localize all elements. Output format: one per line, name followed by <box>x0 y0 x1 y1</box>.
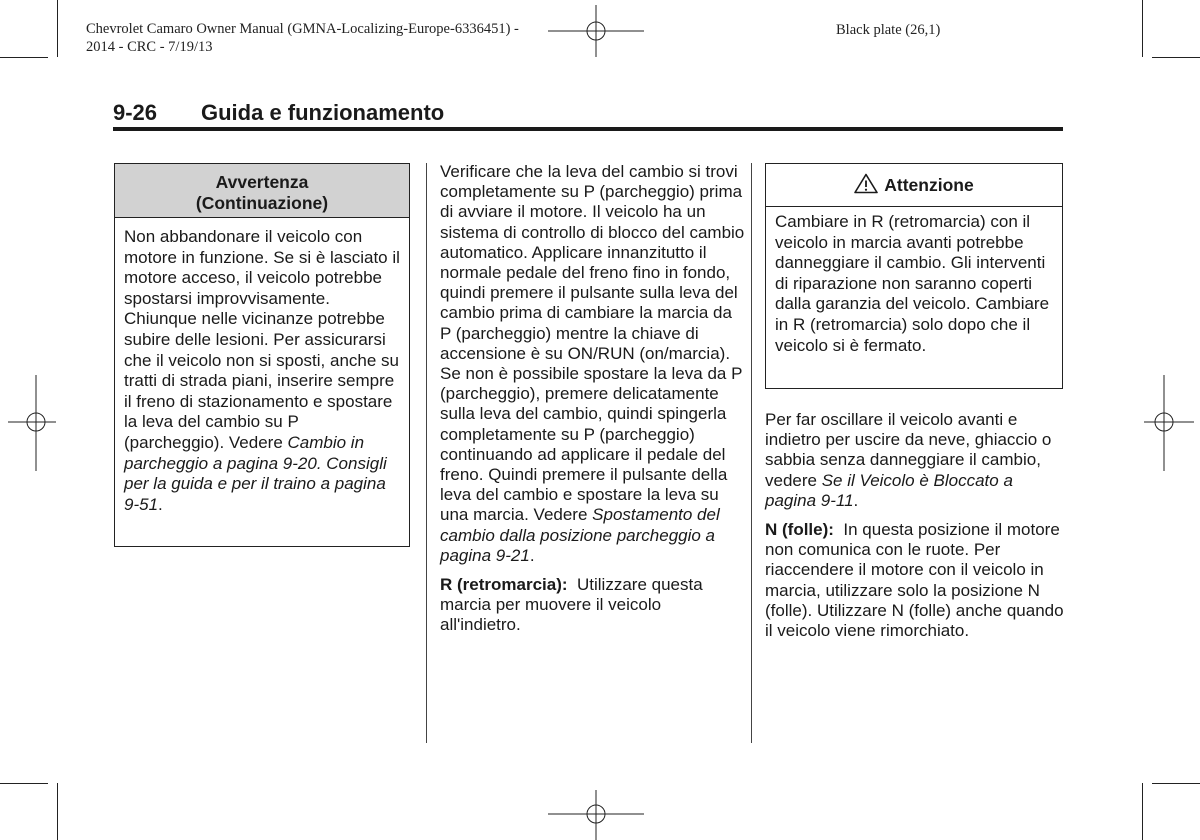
gear-label-r: R (retromarcia): <box>440 575 568 595</box>
paragraph-text: Per far oscillare il veicolo avanti e indietro per uscire da neve, ghiaccio o sabbia senza danneggiare il cambio, vedere <box>765 410 1052 490</box>
registration-mark-icon <box>8 375 56 471</box>
print-header <box>86 20 519 56</box>
print-header-line2: 2014 - CRC - 7/19/13 <box>86 39 213 55</box>
crop-mark <box>0 57 48 58</box>
registration-mark-icon <box>1144 375 1194 471</box>
print-header-line1: Chevrolet Camaro Owner Manual (GMNA-Localizing-Europe-6336451) - <box>86 21 519 37</box>
crop-mark <box>1142 783 1143 840</box>
paragraph <box>440 575 745 636</box>
warning-text <box>115 218 409 515</box>
gear-description-n: In questa posizione il motore non comunica con le ruote. Per riaccendere il motore con il veicolo in marcia, utilizzare solo la posizione N (folle). Utilizzare N (folle) anche quando il veicolo viene rimorchiato. <box>765 520 1064 641</box>
crop-mark <box>1152 57 1200 58</box>
plate-label: Black plate (26,1) <box>836 22 941 38</box>
warning-end: . <box>158 494 163 514</box>
paragraph-end: . <box>529 545 535 565</box>
warning-reference-link: Consigli per la guida e per il traino a pagina 9-51 <box>124 453 387 514</box>
heading-rule <box>113 127 1063 131</box>
paragraph <box>765 520 1065 641</box>
gear-description-r: Utilizzare questa marcia per muovere il veicolo all'indietro. <box>440 575 703 635</box>
warning-title-line1: Avvertenza <box>215 172 309 192</box>
caution-box <box>765 163 1063 389</box>
crop-mark <box>57 783 58 840</box>
reference-link: Se il Veicolo è Bloccato a pagina 9-11 <box>765 470 1013 510</box>
caution-text: Cambiare in R (retromarcia) con il veicolo in marcia avanti potrebbe danneggiare il cambio. Gli interventi di riparazione non saranno coperti dalla garanzia del veicolo. Cambiare in R (retromarcia) solo dopo che il veicolo si è fermato. <box>775 212 1050 355</box>
paragraph-text: Verificare che la leva del cambio si trovi completamente su P (parcheggio) prima di avviare il motore. Il veicolo ha un sistema di controllo di blocco del cambio automatico. Applicare innanzitutto il normale pedale del freno fino in fondo, quindi premere il pulsante sulla leva del cambio prima di cambiare la marcia da P (parcheggio) mentre la chiave di accensione è su ON/RUN (on/marcia). Se non è possibile spostare la leva da P (parcheggio), premere delicatamente sulla leva del cambio, quindi spingerla completamente su P (parcheggio) continuando ad applicare il pedale del freno. Quindi premere il pulsante della leva del cambio e spostare la leva su una marcia. Vedere <box>440 162 745 525</box>
crop-mark <box>57 0 58 57</box>
section-title: Guida e funzionamento <box>201 100 445 125</box>
registration-mark-icon <box>548 790 644 840</box>
column-3 <box>765 410 1065 641</box>
warning-box <box>114 163 410 547</box>
warning-separator: . <box>316 453 327 473</box>
column-divider <box>426 163 427 743</box>
warning-title-line2: (Continuazione) <box>195 193 329 213</box>
crop-mark <box>1152 783 1200 784</box>
crop-mark <box>1142 0 1143 57</box>
column-divider <box>751 163 752 743</box>
paragraph <box>440 162 745 566</box>
page-number: 9-26 <box>113 100 158 125</box>
warning-body: Non abbandonare il veicolo con motore in funzione. Se si è lasciato il motore acceso, il veicolo potrebbe spostarsi improvvisamente. Chiunque nelle vicinanze potrebbe subire delle lesioni. Per assicurarsi che il veicolo non si sposti, anche su tratti di strada piani, inserire sempre il freno di stazionamento e spostare la leva del cambio su P (parcheggio). Vedere <box>124 227 400 452</box>
warning-triangle-icon <box>854 173 878 194</box>
paragraph <box>765 410 1065 511</box>
warning-reference-link: Cambio in parcheggio a pagina 9-20 <box>124 432 365 473</box>
paragraph-end: . <box>853 490 859 510</box>
registration-mark-icon <box>548 5 644 57</box>
caution-title-text: Attenzione <box>884 175 974 195</box>
gear-label-n: N (folle): <box>765 520 834 540</box>
column-2 <box>440 162 745 636</box>
crop-mark <box>0 783 48 784</box>
caution-title <box>766 164 1062 207</box>
warning-title <box>115 164 409 218</box>
page-title <box>113 100 444 126</box>
reference-link: Spostamento del cambio dalla posizione parcheggio a pagina 9-21 <box>440 505 720 565</box>
